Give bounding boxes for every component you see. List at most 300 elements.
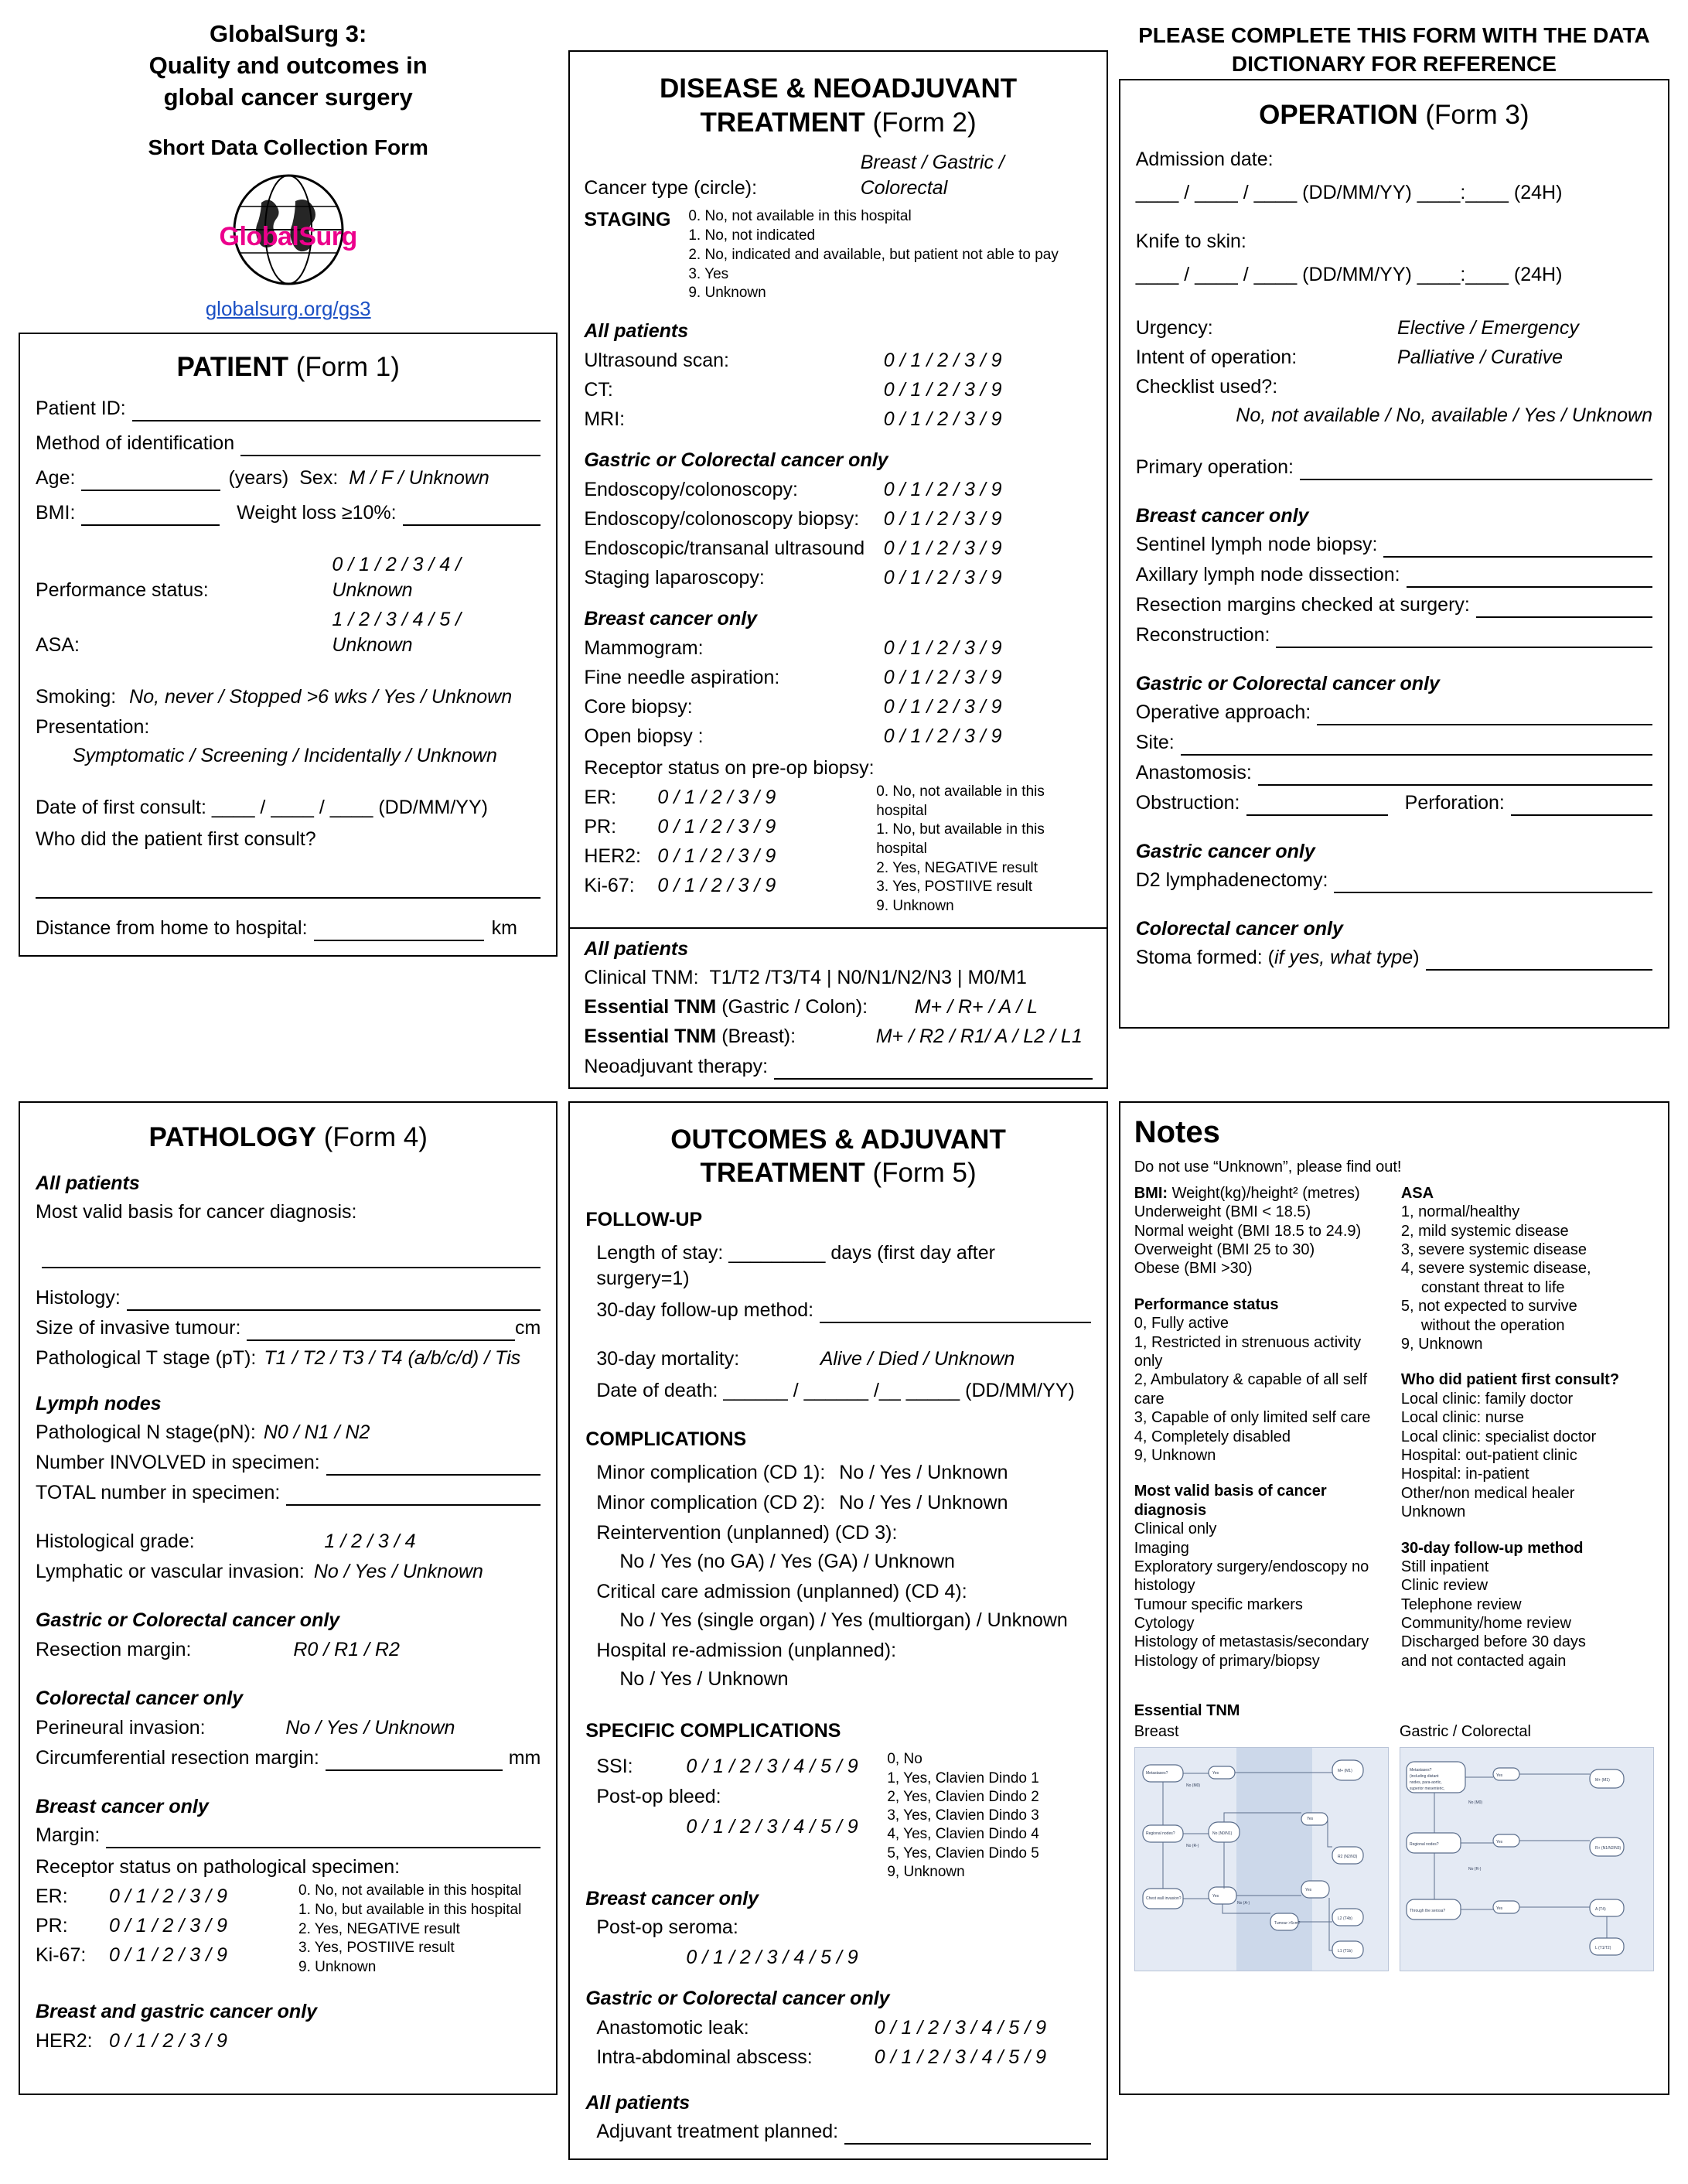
mammogram-label: Mammogram: [584,636,704,659]
sex-options[interactable]: M / F / Unknown [349,467,489,490]
essential-tnm-notes-title: Essential TNM [1134,1702,1240,1720]
bmi-title-rest: Weight(kg)/height² (metres) [1168,1184,1360,1202]
sentinel-node-row[interactable] [1136,532,1652,558]
mortality-row[interactable] [585,1346,1090,1372]
critical-care-options[interactable]: No / Yes (single organ) / Yes (multiorgan) / Unknown [619,1609,1068,1632]
operation-heading-form: (Form 3) [1425,99,1529,130]
receptor-legend-0: 0. No, not available in this hospital [876,783,1045,819]
path-her2-options[interactable]: 0 / 1 / 2 / 3 / 9 [109,2029,227,2052]
pt-stage-options[interactable]: T1 / T2 / T3 / T4 (a/b/c/d) / Tis [264,1347,521,1370]
bmi-title-bold: BMI: [1134,1184,1168,1202]
site-input[interactable] [1181,735,1652,756]
er-options[interactable]: 0 / 1 / 2 / 3 / 9 [657,786,776,808]
distance-input[interactable] [314,921,484,941]
essential-tnm-gc-row[interactable] [584,995,1092,1020]
path-her2-row[interactable] [36,2029,541,2054]
clinical-tnm-row[interactable] [584,965,1092,991]
obstruction-input[interactable] [1246,796,1388,816]
path-ki67-label: Ki-67: [36,1944,87,1967]
outcomes-heading-name: TREATMENT [700,1158,865,1189]
left-column [19,14,558,957]
minor1-label: Minor complication (CD 1): [596,1462,826,1484]
sentinel-node-input[interactable] [1383,537,1652,558]
fna-options[interactable]: 0 / 1 / 2 / 3 / 9 [883,666,1002,688]
essential-tnm-gc-label-bold: Essential TNM [584,995,717,1018]
her2-label: HER2: [584,845,641,867]
mammogram-options[interactable]: 0 / 1 / 2 / 3 / 9 [883,636,1002,659]
nodes-involved-label: Number INVOLVED in specimen: [36,1452,320,1474]
crm-unit: mm [508,1747,541,1769]
svg-text:Through the serosa?: Through the serosa? [1409,1909,1445,1914]
tnm-flowcharts [1134,1747,1654,1971]
consult-item-6: Unknown [1400,1503,1466,1521]
obstruction-label: Obstruction: [1135,792,1240,814]
pr-options[interactable]: 0 / 1 / 2 / 3 / 9 [657,815,776,838]
endoscopy-label: Endoscopy/colonoscopy: [584,478,798,500]
disease-heading-name: TREATMENT [700,107,865,138]
path-receptor-legend-4: 9. Unknown [298,1958,377,1975]
path-ki67-options[interactable]: 0 / 1 / 2 / 3 / 9 [109,1944,227,1967]
age-sex-row[interactable] [36,466,541,491]
anastomosis-row[interactable] [1136,760,1652,786]
pr-row[interactable] [584,814,876,840]
d2-label: D2 lymphadenectomy: [1135,869,1328,892]
notes-box [1119,1101,1669,2095]
primary-operation-input[interactable] [1300,460,1652,480]
method-id-label: Method of identification [36,432,235,455]
staging-label: STAGING [584,209,671,231]
transanal-us-options[interactable]: 0 / 1 / 2 / 3 / 9 [883,537,1002,559]
svg-text:Yes: Yes [1212,1771,1219,1776]
cd-legend-6: 9, Unknown [887,1864,965,1881]
method-id-input[interactable] [240,436,541,456]
resection-margins-row[interactable] [1136,592,1652,618]
tumour-size-row[interactable] [36,1316,541,1341]
anastomosis-label: Anastomosis: [1135,762,1252,784]
urgency-row[interactable] [1136,316,1652,341]
title-line-1: GlobalSurg 3: [210,20,367,47]
grade-label: Histological grade: [36,1531,195,1553]
histology-row[interactable] [36,1285,541,1311]
resection-margin-row[interactable] [36,1637,541,1663]
site-label: Site: [1135,732,1175,754]
core-biopsy-label: Core biopsy: [584,695,693,718]
lvi-options[interactable]: No / Yes / Unknown [313,1561,483,1583]
cd-legend-1: 1, Yes, Clavien Dindo 1 [887,1769,1039,1786]
clinical-tnm-options[interactable]: T1/T2 /T3/T4 | N0/N1/N2/N3 | M0/M1 [709,966,1027,988]
performance-status-row[interactable] [36,552,541,603]
tnm-diagram-labels [1134,1722,1654,1741]
core-biopsy-options[interactable]: 0 / 1 / 2 / 3 / 9 [883,695,1002,718]
margin-input[interactable] [106,1828,541,1848]
preop-receptor-label: Receptor status on pre-op biopsy: [584,756,875,779]
intent-row[interactable] [1136,345,1652,370]
grade-row[interactable] [36,1529,541,1554]
admission-date-label: Admission date: [1135,148,1274,171]
pathology-heading-name: PATHOLOGY [148,1121,316,1152]
svg-text:Yes: Yes [1306,1817,1313,1822]
d2-input[interactable] [1334,873,1652,893]
resection-margin-label: Resection margin: [36,1639,192,1661]
document-title [19,14,558,114]
checklist-options[interactable]: No, not available / No, available / Yes / Unknown [1236,404,1653,427]
reconstruction-input[interactable] [1276,628,1652,648]
svg-text:Metastases?: Metastases? [1145,1771,1168,1776]
disease-heading-form: (Form 2) [872,107,977,138]
method-id-row[interactable] [36,431,541,456]
reconstruction-row[interactable] [1136,623,1652,648]
operative-approach-row[interactable] [1136,700,1652,725]
adjuvant-input[interactable] [844,2124,1091,2145]
staging-row [584,207,1092,302]
endoscopy-row[interactable] [584,477,1092,503]
basis-item-0: Clinical only [1134,1520,1217,1538]
d2-row[interactable] [1136,868,1652,893]
consult-item-5: Other/non medical healer [1400,1484,1575,1502]
adjuvant-label: Adjuvant treatment planned: [596,2121,839,2143]
stoma-row[interactable] [1136,945,1652,971]
pathology-column [19,1101,558,2095]
mortality-label: 30-day mortality: [596,1348,740,1370]
smoking-options[interactable]: No, never / Stopped >6 wks / Yes / Unknown [129,686,513,708]
bmi-item-1: Normal weight (BMI 18.5 to 24.9) [1134,1222,1362,1240]
minor1-row[interactable] [585,1460,1090,1486]
asa-item-7: 9, Unknown [1400,1336,1483,1353]
patient-form-box [19,333,558,957]
svg-text:M+ (M1): M+ (M1) [1594,1778,1610,1783]
neoadjuvant-input[interactable] [774,1059,1093,1079]
endoscopy-biopsy-options[interactable]: 0 / 1 / 2 / 3 / 9 [883,507,1002,530]
stoma-label: Stoma formed: ( [1135,947,1274,969]
tnm-gastric-colorectal-label: Gastric / Colorectal [1399,1722,1531,1740]
website-link[interactable]: globalsurg.org/gs3 [205,296,371,320]
minor1-options[interactable]: No / Yes / Unknown [839,1462,1008,1484]
age-input[interactable] [81,471,220,491]
grade-options[interactable]: 1 / 2 / 3 / 4 [324,1531,416,1553]
operative-approach-label: Operative approach: [1135,701,1311,724]
abscess-options[interactable]: 0 / 1 / 2 / 3 / 4 / 5 / 9 [874,2046,1047,2069]
asa-label: ASA: [36,634,80,657]
perforation-input[interactable] [1511,796,1652,816]
distance-label: Distance from home to hospital: [36,917,308,940]
title-line-3: global cancer surgery [163,83,413,111]
svg-text:Metastases?: Metastases? [1409,1768,1432,1773]
title-line-2: Quality and outcomes in [148,51,428,79]
ki67-row[interactable] [584,873,876,899]
performance-status-label: Performance status: [36,579,209,602]
her2-row[interactable] [584,844,876,869]
margin-label: Margin: [36,1824,101,1847]
transanal-us-label: Endoscopic/transanal ultrasound [584,537,865,559]
crm-row[interactable] [36,1745,541,1771]
perforation-label: Perforation: [1404,792,1505,814]
preop-receptor-legend [876,781,1092,916]
essential-tnm-breast-options[interactable]: M+ / R2 / R1/ A / L2 / L1 [875,1025,1083,1047]
sex-label: Sex: [299,467,339,490]
mri-options[interactable]: 0 / 1 / 2 / 3 / 9 [883,408,1002,430]
axillary-dissection-input[interactable] [1407,568,1652,588]
preop-receptor-block [584,781,1092,916]
basis-item-1: Imaging [1134,1539,1189,1557]
pathology-gc-header: Gastric or Colorectal cancer only [36,1609,340,1632]
path-er-row[interactable] [36,1884,298,1909]
admission-date-input[interactable]: ____ / ____ / ____ (DD/MM/YY) ____:____ (24H) [1135,182,1563,204]
followup-item-1: Clinic review [1400,1577,1489,1595]
endoscopy-biopsy-row[interactable] [584,507,1092,532]
path-ki67-row[interactable] [36,1943,298,1968]
presentation-options[interactable]: Symptomatic / Screening / Incidentally / Unknown [73,745,497,767]
asa-options[interactable]: 1 / 2 / 3 / 4 / 5 / Unknown [332,609,462,657]
staging-laparoscopy-options[interactable]: 0 / 1 / 2 / 3 / 9 [883,566,1002,589]
seroma-options[interactable]: 0 / 1 / 2 / 3 / 4 / 5 / 9 [686,1947,858,1969]
age-label: Age: [36,467,76,490]
stoma-hint: if yes, what type [1274,947,1413,969]
reintervention-options[interactable]: No / Yes (no GA) / Yes (GA) / Unknown [619,1551,955,1573]
nodes-total-row[interactable] [36,1480,541,1506]
knife-to-skin-input[interactable]: ____ / ____ / ____ (DD/MM/YY) ____:____ (24H) [1135,264,1563,286]
essential-tnm-breast-label: (Breast): [721,1025,796,1047]
er-row[interactable] [584,785,876,810]
clinical-tnm-label: Clinical TNM: [584,966,699,988]
length-of-stay-row[interactable]: Length of stay: _________ days (first day after surgery=1) [596,1242,995,1290]
reconstruction-label: Reconstruction: [1135,624,1270,647]
svg-text:L (T1/T2): L (T1/T2) [1594,1946,1611,1951]
pn-stage-options[interactable]: N0 / N1 / N2 [263,1421,370,1444]
perineural-options[interactable]: No / Yes / Unknown [285,1717,455,1739]
pt-stage-label: Pathological T stage (pT): [36,1347,257,1370]
crm-input[interactable] [326,1751,503,1771]
weight-loss-input[interactable] [403,506,541,526]
cancer-type-row[interactable] [584,150,1092,201]
receptor-legend-1: 1. No, but available in this hospital [876,821,1045,857]
operation-breast-header: Breast cancer only [1135,505,1309,527]
perf-item-2: 2, Ambulatory & capable of all self care [1134,1371,1367,1408]
mri-row[interactable] [584,407,1092,432]
ultrasound-row[interactable] [584,348,1092,374]
open-biopsy-options[interactable]: 0 / 1 / 2 / 3 / 9 [883,725,1002,747]
nodes-involved-row[interactable] [36,1450,541,1476]
open-biopsy-row[interactable] [584,724,1092,749]
bmi-input[interactable] [81,506,220,526]
endoscopy-options[interactable]: 0 / 1 / 2 / 3 / 9 [883,478,1002,500]
mri-label: MRI: [584,408,626,430]
operation-colorectal-header: Colorectal cancer only [1135,918,1343,940]
cd-legend-4: 4, Yes, Clavien Dindo 4 [887,1826,1039,1843]
endoscopy-biopsy-label: Endoscopy/colonoscopy biopsy: [584,507,860,530]
pathology-breast-header: Breast cancer only [36,1796,209,1818]
followup-notes-title: 30-day follow-up method [1400,1539,1584,1557]
staging-options-list [688,207,1059,302]
notes-column [1119,1101,1669,2095]
path-receptor-legend-1: 1. No, but available in this hospital [298,1901,522,1918]
reintervention-label: Reintervention (unplanned) (CD 3): [596,1522,898,1544]
outcomes-gc-header: Gastric or Colorectal cancer only [585,1988,890,2010]
distance-row[interactable] [36,916,541,941]
operation-form-heading [1136,97,1652,133]
operation-gastric-header: Gastric cancer only [1135,841,1315,863]
er-label: ER: [584,786,617,808]
primary-operation-row[interactable] [1136,455,1652,480]
anastomosis-input[interactable] [1258,766,1652,786]
receptor-legend-3: 3. Yes, POSTIIVE result [876,879,1033,896]
presentation-label: Presentation: [36,716,150,739]
disease-gc-header: Gastric or Colorectal cancer only [584,449,888,471]
minor2-options[interactable]: No / Yes / Unknown [839,1492,1008,1514]
svg-text:L1 (T1b): L1 (T1b) [1337,1949,1352,1954]
consult-notes-title: Who did patient first consult? [1400,1371,1620,1389]
core-biopsy-row[interactable] [584,694,1092,720]
axillary-dissection-row[interactable] [1136,562,1652,588]
nodes-total-input[interactable] [286,1486,541,1506]
svg-text:superior mesenteric,: superior mesenteric, [1409,1786,1445,1792]
open-biopsy-label: Open biopsy : [584,725,704,747]
intent-options[interactable]: Palliative / Curative [1397,346,1563,369]
who-first-consult-input[interactable] [36,879,541,899]
neoadjuvant-row[interactable] [584,1054,1092,1080]
site-row[interactable] [1136,730,1652,756]
followup-method-row[interactable] [585,1298,1090,1323]
abscess-label: Intra-abdominal abscess: [596,2046,813,2069]
bmi-item-3: Obese (BMI >30) [1134,1260,1253,1278]
svg-text:Yes: Yes [1495,1906,1503,1912]
smoking-label: Smoking: [36,686,117,708]
followup-method-input[interactable] [820,1303,1091,1323]
ssi-row[interactable] [585,1754,887,1780]
mortality-options[interactable]: Alive / Died / Unknown [820,1348,1015,1370]
breast-tnm-flowchart [1134,1747,1389,1971]
gastric-colorectal-tnm-flowchart [1400,1747,1654,1971]
checklist-label: Checklist used?: [1135,376,1278,398]
bmi-row[interactable] [36,500,541,526]
followup-method-label: 30-day follow-up method: [596,1299,814,1322]
obstruction-perforation-row[interactable] [1136,790,1652,816]
anastomotic-leak-options[interactable]: 0 / 1 / 2 / 3 / 4 / 5 / 9 [874,2017,1047,2039]
postop-bleed-label: Post-op bleed: [596,1786,721,1808]
pt-stage-row[interactable] [36,1346,541,1371]
adjuvant-row[interactable] [585,2119,1090,2145]
stoma-input[interactable] [1426,950,1652,971]
ct-label: CT: [584,378,613,401]
ct-row[interactable] [584,377,1092,403]
cd-legend-0: 0, No [887,1751,922,1768]
tnm-breast-label: Breast [1134,1722,1179,1740]
histology-input[interactable] [127,1291,541,1311]
tumour-size-unit: cm [515,1317,541,1339]
most-valid-basis-input[interactable] [42,1248,541,1268]
anastomotic-leak-label: Anastomotic leak: [596,2017,749,2039]
ct-options[interactable]: 0 / 1 / 2 / 3 / 9 [883,378,1002,401]
svg-text:R2 (N2/N3): R2 (N2/N3) [1337,1855,1358,1860]
pathology-bg-header: Breast and gastric cancer only [36,2000,318,2022]
her2-options[interactable]: 0 / 1 / 2 / 3 / 9 [657,845,776,867]
path-pr-label: PR: [36,1915,68,1937]
patient-id-input[interactable] [132,401,541,421]
disease-all-patients-header: All patients [584,319,689,342]
followup-item-4: Discharged before 30 days [1400,1633,1586,1651]
urgency-options[interactable]: Elective / Emergency [1397,317,1579,340]
abscess-row[interactable] [585,2045,1090,2070]
essential-tnm-gc-label: (Gastric / Colon): [721,995,868,1018]
anastomotic-leak-row[interactable] [585,2015,1090,2041]
path-pr-row[interactable] [36,1913,298,1939]
path-receptor-legend-0: 0. No, not available in this hospital [298,1882,522,1899]
essential-tnm-gc-options[interactable]: M+ / R+ / A / L [914,995,1038,1018]
asa-item-3: 4, severe systemic disease, [1400,1260,1591,1278]
asa-row[interactable] [36,607,541,658]
consult-item-1: Local clinic: nurse [1400,1409,1524,1427]
margin-row[interactable] [36,1823,541,1848]
asa-item-4: constant threat to life [1420,1278,1565,1296]
ultrasound-options[interactable]: 0 / 1 / 2 / 3 / 9 [883,349,1002,371]
cd-legend-3: 3, Yes, Clavien Dindo 3 [887,1807,1039,1824]
resection-margin-options[interactable]: R0 / R1 / R2 [293,1639,400,1661]
transanal-us-row[interactable] [584,536,1092,561]
smoking-row[interactable] [36,684,541,710]
bmi-title [1134,1184,1387,1203]
postop-bleed-options[interactable]: 0 / 1 / 2 / 3 / 4 / 5 / 9 [686,1816,858,1838]
globe-icon [219,172,357,288]
mammogram-row[interactable] [584,636,1092,661]
fna-row[interactable] [584,665,1092,691]
operative-approach-input[interactable] [1317,705,1652,725]
date-of-death-row[interactable]: Date of death: ______ / ______ /__ _____ (DD/MM/YY) [596,1380,1075,1402]
perineural-row[interactable] [36,1715,541,1741]
patient-id-row[interactable] [36,396,541,421]
intent-label: Intent of operation: [1135,346,1298,369]
notes-col-right [1401,1184,1654,1670]
essential-tnm-breast-row[interactable] [584,1024,1092,1049]
lvi-row[interactable] [36,1559,541,1585]
path-receptor-legend-3: 3. Yes, POSTIIVE result [298,1940,455,1957]
perf-item-3: 3, Capable of only limited self care [1134,1409,1371,1427]
basis-item-2: Exploratory surgery/endoscopy no histology [1134,1558,1369,1595]
asa-item-6: without the operation [1420,1316,1565,1334]
path-receptor-legend-2: 2. Yes, NEGATIVE result [298,1920,460,1937]
path-receptor-legend [298,1880,521,1977]
disease-form-heading [584,72,1092,140]
top-section [19,14,1669,1089]
ssi-options[interactable]: 0 / 1 / 2 / 3 / 4 / 5 / 9 [686,1756,858,1778]
staging-laparoscopy-row[interactable] [584,565,1092,591]
path-pr-options[interactable]: 0 / 1 / 2 / 3 / 9 [109,1915,227,1937]
outcomes-breast-header: Breast cancer only [585,1888,759,1910]
path-er-options[interactable]: 0 / 1 / 2 / 3 / 9 [109,1885,227,1908]
page-banner: PLEASE COMPLETE THIS FORM WITH THE DATA DICTIONARY FOR REFERENCE [1138,23,1650,76]
tumour-size-input[interactable] [247,1321,515,1341]
notes-columns [1134,1184,1654,1670]
readmission-options[interactable]: No / Yes / Unknown [619,1668,789,1691]
clavien-dindo-legend [887,1750,1038,1882]
pn-stage-row[interactable] [36,1420,541,1445]
path-receptor-label: Receptor status on pathological specimen: [36,1856,401,1879]
pathology-form-heading [36,1120,541,1155]
nodes-involved-input[interactable] [326,1455,541,1476]
perf-item-5: 9, Unknown [1134,1446,1216,1464]
consult-item-2: Local clinic: specialist doctor [1400,1428,1597,1445]
patient-heading-form: (Form 1) [295,351,400,382]
pathology-heading-form: (Form 4) [323,1121,428,1152]
first-consult-date[interactable]: Date of first consult: ____ / ____ / ____ (DD/MM/YY) [36,797,488,819]
ki67-options[interactable]: 0 / 1 / 2 / 3 / 9 [657,874,776,896]
primary-operation-label: Primary operation: [1135,456,1294,479]
resection-margins-input[interactable] [1476,598,1652,618]
bmi-item-2: Overweight (BMI 25 to 30) [1134,1241,1315,1259]
minor2-row[interactable] [585,1490,1090,1516]
staging-option-0: 0. No, not available in this hospital [688,208,912,225]
performance-status-options[interactable]: 0 / 1 / 2 / 3 / 4 / Unknown [332,554,462,602]
cancer-type-options[interactable]: Breast / Gastric / Colorectal [860,152,1004,200]
patient-id-label: Patient ID: [36,398,126,420]
